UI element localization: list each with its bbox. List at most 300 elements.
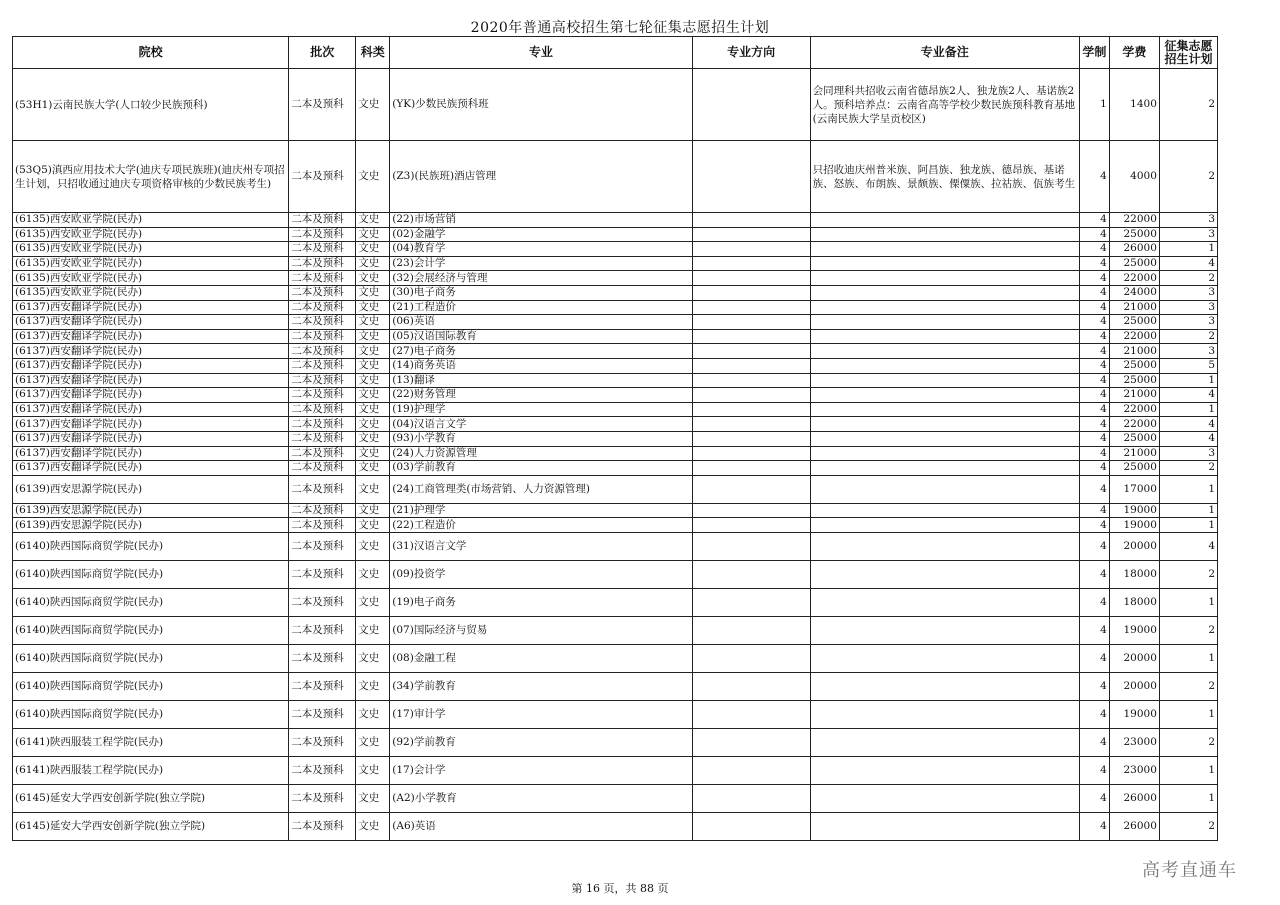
cell-plan-count: 3 — [1159, 213, 1217, 228]
cell-major: (09)投资学 — [390, 560, 692, 588]
cell-major: (YK)少数民族预科班 — [390, 69, 692, 141]
cell-major-direction — [692, 141, 810, 213]
cell-duration: 4 — [1079, 672, 1109, 700]
table-row — [13, 756, 1218, 784]
cell-major: (24)工商管理类(市场营销、人力资源管理) — [390, 475, 692, 503]
cell-tuition: 23000 — [1109, 728, 1159, 756]
cell-duration: 4 — [1079, 329, 1109, 344]
cell-school: (6135)西安欧亚学院(民办) — [13, 271, 289, 286]
cell-batch: 二本及预科 — [289, 388, 356, 403]
cell-duration: 4 — [1079, 644, 1109, 672]
cell-major: (08)金融工程 — [390, 644, 692, 672]
header-batch: 批次 — [289, 37, 356, 69]
cell-category: 文史 — [356, 446, 390, 461]
table-row — [13, 560, 1218, 588]
cell-plan-count: 1 — [1159, 402, 1217, 417]
cell-category: 文史 — [356, 728, 390, 756]
cell-plan-count: 1 — [1159, 756, 1217, 784]
cell-major-direction — [692, 69, 810, 141]
cell-major-notes — [810, 227, 1079, 242]
table-row — [13, 503, 1218, 518]
cell-school: (6140)陕西国际商贸学院(民办) — [13, 532, 289, 560]
cell-major-notes — [810, 560, 1079, 588]
cell-major-notes — [810, 616, 1079, 644]
cell-plan-count: 2 — [1159, 672, 1217, 700]
cell-major-direction — [692, 728, 810, 756]
cell-major-direction — [692, 431, 810, 446]
cell-plan-count: 4 — [1159, 417, 1217, 432]
header-major: 专业 — [390, 37, 692, 69]
cell-school: (6139)西安思源学院(民办) — [13, 503, 289, 518]
cell-major-notes — [810, 256, 1079, 271]
cell-batch: 二本及预科 — [289, 532, 356, 560]
cell-category: 文史 — [356, 315, 390, 330]
cell-tuition: 25000 — [1109, 373, 1159, 388]
table-row — [13, 344, 1218, 359]
cell-batch: 二本及预科 — [289, 227, 356, 242]
cell-school: (6140)陕西国际商贸学院(民办) — [13, 560, 289, 588]
cell-major: (05)汉语国际教育 — [390, 329, 692, 344]
cell-major-direction — [692, 446, 810, 461]
cell-plan-count: 2 — [1159, 69, 1217, 141]
table-row — [13, 728, 1218, 756]
cell-major-notes — [810, 756, 1079, 784]
cell-tuition: 4000 — [1109, 141, 1159, 213]
cell-plan-count: 2 — [1159, 141, 1217, 213]
cell-plan-count: 1 — [1159, 700, 1217, 728]
cell-batch: 二本及预科 — [289, 503, 356, 518]
cell-tuition: 18000 — [1109, 588, 1159, 616]
cell-batch: 二本及预科 — [289, 69, 356, 141]
cell-school: (6137)西安翻译学院(民办) — [13, 344, 289, 359]
cell-category: 文史 — [356, 358, 390, 373]
cell-major-notes — [810, 358, 1079, 373]
table-row — [13, 446, 1218, 461]
table-row — [13, 213, 1218, 228]
cell-category: 文史 — [356, 402, 390, 417]
cell-plan-count: 3 — [1159, 227, 1217, 242]
cell-category: 文史 — [356, 329, 390, 344]
cell-major-direction — [692, 756, 810, 784]
cell-batch: 二本及预科 — [289, 141, 356, 213]
cell-major-direction — [692, 315, 810, 330]
cell-plan-count: 2 — [1159, 728, 1217, 756]
cell-batch: 二本及预科 — [289, 242, 356, 257]
table-header-row — [13, 37, 1218, 69]
cell-category: 文史 — [356, 344, 390, 359]
table-body — [13, 69, 1218, 841]
cell-batch: 二本及预科 — [289, 300, 356, 315]
cell-duration: 4 — [1079, 616, 1109, 644]
cell-batch: 二本及预科 — [289, 672, 356, 700]
cell-major: (14)商务英语 — [390, 358, 692, 373]
header-duration: 学制 — [1079, 37, 1109, 69]
cell-major-notes — [810, 315, 1079, 330]
cell-school: (6137)西安翻译学院(民办) — [13, 417, 289, 432]
cell-major: (27)电子商务 — [390, 344, 692, 359]
cell-duration: 4 — [1079, 141, 1109, 213]
cell-duration: 4 — [1079, 503, 1109, 518]
cell-category: 文史 — [356, 532, 390, 560]
cell-tuition: 26000 — [1109, 242, 1159, 257]
cell-category: 文史 — [356, 141, 390, 213]
cell-plan-count: 2 — [1159, 329, 1217, 344]
cell-duration: 4 — [1079, 461, 1109, 476]
cell-duration: 4 — [1079, 271, 1109, 286]
cell-tuition: 25000 — [1109, 227, 1159, 242]
cell-tuition: 19000 — [1109, 518, 1159, 533]
cell-plan-count: 1 — [1159, 242, 1217, 257]
table-row — [13, 300, 1218, 315]
cell-school: (6137)西安翻译学院(民办) — [13, 446, 289, 461]
cell-major-notes — [810, 388, 1079, 403]
table-row — [13, 784, 1218, 812]
cell-major-notes — [810, 373, 1079, 388]
cell-major-notes — [810, 588, 1079, 616]
cell-major-notes: 只招收迪庆州普米族、阿昌族、独龙族、德昂族、基诺族、怒族、布朗族、景颇族、傈僳族、拉祜族、佤族考生 — [810, 141, 1079, 213]
table-row — [13, 588, 1218, 616]
cell-school: (6145)延安大学西安创新学院(独立学院) — [13, 784, 289, 812]
cell-school: (6137)西安翻译学院(民办) — [13, 358, 289, 373]
cell-tuition: 25000 — [1109, 461, 1159, 476]
cell-duration: 4 — [1079, 373, 1109, 388]
cell-plan-count: 3 — [1159, 300, 1217, 315]
cell-major-notes — [810, 271, 1079, 286]
cell-plan-count: 2 — [1159, 616, 1217, 644]
cell-category: 文史 — [356, 784, 390, 812]
table-row — [13, 285, 1218, 300]
cell-tuition: 20000 — [1109, 532, 1159, 560]
cell-batch: 二本及预科 — [289, 315, 356, 330]
cell-major: (24)人力资源管理 — [390, 446, 692, 461]
document-title: 2020年普通高校招生第七轮征集志愿招生计划 — [470, 20, 770, 36]
cell-batch: 二本及预科 — [289, 784, 356, 812]
cell-category: 文史 — [356, 461, 390, 476]
cell-school: (53Q5)滇西应用技术大学(迪庆专项民族班)(迪庆州专项招生计划，只招收通过迪庆专项资格审核的少数民族考生) — [13, 141, 289, 213]
cell-tuition: 25000 — [1109, 358, 1159, 373]
table-row — [13, 700, 1218, 728]
cell-school: (6135)西安欧亚学院(民办) — [13, 227, 289, 242]
cell-category: 文史 — [356, 431, 390, 446]
cell-batch: 二本及预科 — [289, 213, 356, 228]
cell-batch: 二本及预科 — [289, 475, 356, 503]
cell-school: (6139)西安思源学院(民办) — [13, 475, 289, 503]
cell-tuition: 20000 — [1109, 644, 1159, 672]
cell-major-notes — [810, 532, 1079, 560]
cell-tuition: 19000 — [1109, 700, 1159, 728]
cell-major: (32)会展经济与管理 — [390, 271, 692, 286]
table-row — [13, 388, 1218, 403]
cell-major-direction — [692, 461, 810, 476]
cell-major-direction — [692, 388, 810, 403]
cell-duration: 4 — [1079, 285, 1109, 300]
cell-duration: 4 — [1079, 256, 1109, 271]
cell-category: 文史 — [356, 644, 390, 672]
page-number: 第 16 页，共 88 页 — [571, 882, 669, 895]
cell-tuition: 23000 — [1109, 756, 1159, 784]
cell-major-direction — [692, 588, 810, 616]
cell-category: 文史 — [356, 700, 390, 728]
cell-tuition: 24000 — [1109, 285, 1159, 300]
cell-tuition: 26000 — [1109, 784, 1159, 812]
cell-batch: 二本及预科 — [289, 271, 356, 286]
table-row — [13, 532, 1218, 560]
cell-plan-count: 3 — [1159, 315, 1217, 330]
table-row — [13, 475, 1218, 503]
cell-duration: 4 — [1079, 227, 1109, 242]
cell-school: (6135)西安欧亚学院(民办) — [13, 285, 289, 300]
cell-category: 文史 — [356, 256, 390, 271]
table-row — [13, 402, 1218, 417]
cell-plan-count: 4 — [1159, 256, 1217, 271]
cell-major-direction — [692, 271, 810, 286]
cell-major: (22)财务管理 — [390, 388, 692, 403]
cell-major-direction — [692, 503, 810, 518]
cell-category: 文史 — [356, 271, 390, 286]
cell-batch: 二本及预科 — [289, 461, 356, 476]
cell-batch: 二本及预科 — [289, 285, 356, 300]
cell-category: 文史 — [356, 285, 390, 300]
cell-major: (17)审计学 — [390, 700, 692, 728]
cell-major-direction — [692, 329, 810, 344]
cell-category: 文史 — [356, 812, 390, 840]
cell-school: (6137)西安翻译学院(民办) — [13, 373, 289, 388]
cell-school: (6139)西安思源学院(民办) — [13, 518, 289, 533]
cell-major-notes — [810, 242, 1079, 257]
cell-batch: 二本及预科 — [289, 560, 356, 588]
cell-major: (19)电子商务 — [390, 588, 692, 616]
watermark: 高考直通车 — [1142, 860, 1237, 881]
cell-major: (02)金融学 — [390, 227, 692, 242]
header-tuition: 学费 — [1109, 37, 1159, 69]
table-row — [13, 329, 1218, 344]
cell-school: (6140)陕西国际商贸学院(民办) — [13, 644, 289, 672]
cell-major-direction — [692, 784, 810, 812]
cell-category: 文史 — [356, 475, 390, 503]
cell-duration: 4 — [1079, 560, 1109, 588]
cell-major-direction — [692, 256, 810, 271]
cell-plan-count: 2 — [1159, 461, 1217, 476]
cell-school: (6141)陕西服装工程学院(民办) — [13, 728, 289, 756]
enrollment-plan-table — [12, 36, 1218, 841]
cell-tuition: 25000 — [1109, 315, 1159, 330]
cell-major-notes — [810, 285, 1079, 300]
table-row — [13, 417, 1218, 432]
cell-major: (04)汉语言文学 — [390, 417, 692, 432]
cell-tuition: 21000 — [1109, 388, 1159, 403]
cell-duration: 4 — [1079, 300, 1109, 315]
cell-tuition: 21000 — [1109, 344, 1159, 359]
cell-major-direction — [692, 344, 810, 359]
table-row — [13, 358, 1218, 373]
table-row — [13, 616, 1218, 644]
cell-major-notes — [810, 728, 1079, 756]
table-row — [13, 227, 1218, 242]
cell-school: (6137)西安翻译学院(民办) — [13, 300, 289, 315]
cell-tuition: 19000 — [1109, 503, 1159, 518]
header-major-direction: 专业方向 — [692, 37, 810, 69]
cell-major: (21)工程造价 — [390, 300, 692, 315]
cell-duration: 4 — [1079, 388, 1109, 403]
cell-major: (13)翻译 — [390, 373, 692, 388]
cell-category: 文史 — [356, 672, 390, 700]
cell-duration: 4 — [1079, 344, 1109, 359]
cell-major-direction — [692, 213, 810, 228]
cell-plan-count: 1 — [1159, 503, 1217, 518]
cell-school: (6135)西安欧亚学院(民办) — [13, 242, 289, 257]
cell-major: (22)市场营销 — [390, 213, 692, 228]
cell-tuition: 22000 — [1109, 213, 1159, 228]
cell-major: (06)英语 — [390, 315, 692, 330]
cell-category: 文史 — [356, 388, 390, 403]
cell-batch: 二本及预科 — [289, 700, 356, 728]
cell-duration: 4 — [1079, 402, 1109, 417]
table-row — [13, 271, 1218, 286]
cell-batch: 二本及预科 — [289, 644, 356, 672]
cell-school: (6135)西安欧亚学院(民办) — [13, 256, 289, 271]
header-category: 科类 — [356, 37, 390, 69]
cell-major: (17)会计学 — [390, 756, 692, 784]
cell-major: (A6)英语 — [390, 812, 692, 840]
cell-plan-count: 1 — [1159, 644, 1217, 672]
cell-plan-count: 2 — [1159, 271, 1217, 286]
cell-tuition: 21000 — [1109, 300, 1159, 315]
cell-duration: 4 — [1079, 315, 1109, 330]
cell-duration: 4 — [1079, 518, 1109, 533]
cell-category: 文史 — [356, 213, 390, 228]
table-row — [13, 461, 1218, 476]
cell-tuition: 22000 — [1109, 271, 1159, 286]
cell-tuition: 20000 — [1109, 672, 1159, 700]
cell-category: 文史 — [356, 417, 390, 432]
cell-batch: 二本及预科 — [289, 518, 356, 533]
cell-major-direction — [692, 300, 810, 315]
cell-duration: 4 — [1079, 431, 1109, 446]
cell-major-direction — [692, 475, 810, 503]
cell-plan-count: 2 — [1159, 812, 1217, 840]
cell-tuition: 22000 — [1109, 417, 1159, 432]
cell-batch: 二本及预科 — [289, 344, 356, 359]
cell-major-direction — [692, 227, 810, 242]
table-row — [13, 672, 1218, 700]
cell-tuition: 25000 — [1109, 431, 1159, 446]
cell-major: (93)小学教育 — [390, 431, 692, 446]
cell-batch: 二本及预科 — [289, 616, 356, 644]
cell-batch: 二本及预科 — [289, 329, 356, 344]
cell-batch: 二本及预科 — [289, 402, 356, 417]
cell-tuition: 22000 — [1109, 329, 1159, 344]
cell-plan-count: 3 — [1159, 285, 1217, 300]
cell-major-direction — [692, 616, 810, 644]
cell-major: (31)汉语言文学 — [390, 532, 692, 560]
cell-plan-count: 4 — [1159, 388, 1217, 403]
cell-school: (53H1)云南民族大学(人口较少民族预科) — [13, 69, 289, 141]
cell-duration: 4 — [1079, 446, 1109, 461]
cell-major: (21)护理学 — [390, 503, 692, 518]
cell-duration: 4 — [1079, 756, 1109, 784]
cell-plan-count: 4 — [1159, 431, 1217, 446]
cell-major-notes — [810, 402, 1079, 417]
cell-plan-count: 3 — [1159, 344, 1217, 359]
cell-major: (Z3)(民族班)酒店管理 — [390, 141, 692, 213]
cell-major-direction — [692, 402, 810, 417]
cell-duration: 4 — [1079, 588, 1109, 616]
cell-school: (6140)陕西国际商贸学院(民办) — [13, 588, 289, 616]
cell-duration: 4 — [1079, 700, 1109, 728]
cell-major-notes — [810, 213, 1079, 228]
cell-duration: 4 — [1079, 213, 1109, 228]
cell-major-notes — [810, 329, 1079, 344]
cell-batch: 二本及预科 — [289, 431, 356, 446]
cell-plan-count: 3 — [1159, 446, 1217, 461]
cell-tuition: 25000 — [1109, 256, 1159, 271]
cell-school: (6137)西安翻译学院(民办) — [13, 329, 289, 344]
cell-major-notes — [810, 300, 1079, 315]
cell-major: (19)护理学 — [390, 402, 692, 417]
header-plan-count: 征集志愿招生计划 — [1159, 37, 1217, 69]
cell-major: (07)国际经济与贸易 — [390, 616, 692, 644]
cell-category: 文史 — [356, 756, 390, 784]
cell-category: 文史 — [356, 560, 390, 588]
cell-batch: 二本及预科 — [289, 446, 356, 461]
cell-tuition: 17000 — [1109, 475, 1159, 503]
cell-tuition: 26000 — [1109, 812, 1159, 840]
cell-school: (6137)西安翻译学院(民办) — [13, 388, 289, 403]
cell-major-notes — [810, 784, 1079, 812]
cell-school: (6145)延安大学西安创新学院(独立学院) — [13, 812, 289, 840]
cell-major-direction — [692, 373, 810, 388]
cell-major-notes — [810, 431, 1079, 446]
cell-category: 文史 — [356, 69, 390, 141]
cell-school: (6137)西安翻译学院(民办) — [13, 461, 289, 476]
cell-major-direction — [692, 285, 810, 300]
cell-duration: 4 — [1079, 784, 1109, 812]
cell-school: (6140)陕西国际商贸学院(民办) — [13, 672, 289, 700]
cell-duration: 4 — [1079, 358, 1109, 373]
cell-major-direction — [692, 417, 810, 432]
cell-school: (6137)西安翻译学院(民办) — [13, 431, 289, 446]
cell-duration: 4 — [1079, 242, 1109, 257]
table-row — [13, 373, 1218, 388]
cell-major: (04)教育学 — [390, 242, 692, 257]
cell-school: (6141)陕西服装工程学院(民办) — [13, 756, 289, 784]
cell-category: 文史 — [356, 227, 390, 242]
cell-major-notes — [810, 518, 1079, 533]
cell-duration: 4 — [1079, 475, 1109, 503]
cell-category: 文史 — [356, 518, 390, 533]
cell-major-notes — [810, 446, 1079, 461]
cell-major-notes: 会同理科共招收云南省德昂族2人、独龙族2人、基诺族2人。预科培养点：云南省高等学校少数民族预科教育基地(云南民族大学呈贡校区) — [810, 69, 1079, 141]
cell-major: (92)学前教育 — [390, 728, 692, 756]
table-row — [13, 256, 1218, 271]
table-row — [13, 644, 1218, 672]
cell-school: (6140)陕西国际商贸学院(民办) — [13, 616, 289, 644]
cell-plan-count: 5 — [1159, 358, 1217, 373]
cell-duration: 4 — [1079, 728, 1109, 756]
cell-batch: 二本及预科 — [289, 756, 356, 784]
cell-batch: 二本及预科 — [289, 812, 356, 840]
cell-category: 文史 — [356, 373, 390, 388]
cell-major: (34)学前教育 — [390, 672, 692, 700]
table-row — [13, 812, 1218, 840]
cell-category: 文史 — [356, 588, 390, 616]
cell-major: (23)会计学 — [390, 256, 692, 271]
cell-major-notes — [810, 475, 1079, 503]
cell-plan-count: 1 — [1159, 588, 1217, 616]
table-row — [13, 141, 1218, 213]
table-row — [13, 69, 1218, 141]
cell-major-direction — [692, 812, 810, 840]
